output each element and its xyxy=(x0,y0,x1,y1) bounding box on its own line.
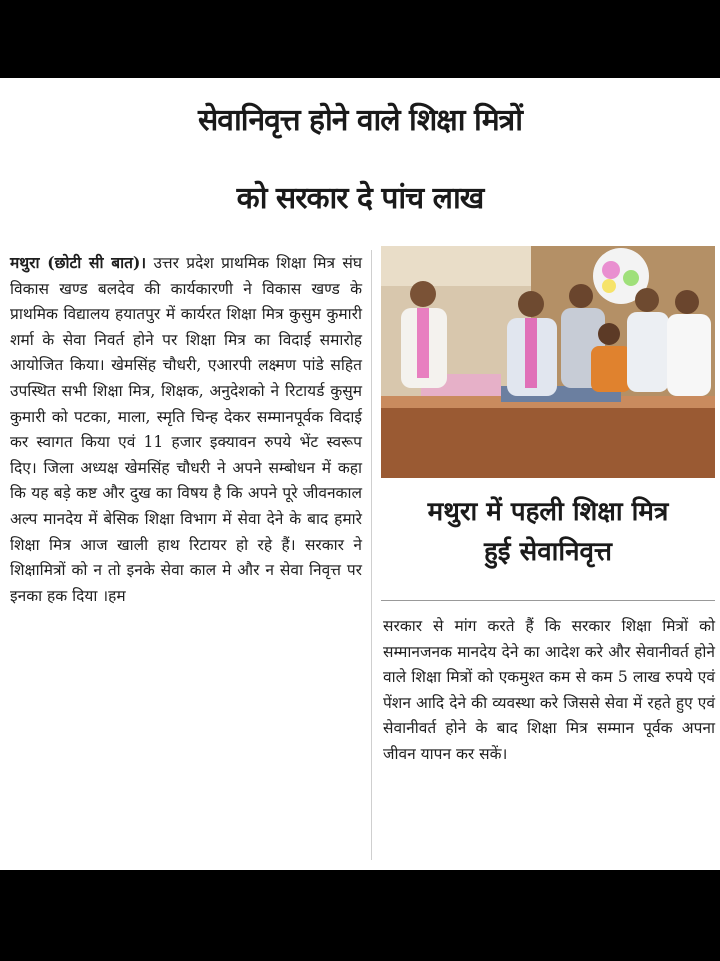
headline-line-2: को सरकार दे पांच लाख xyxy=(236,181,484,216)
newspaper-clipping xyxy=(0,78,720,870)
ceremony-photo-illustration xyxy=(381,246,715,478)
subheadline-line-2: हुई सेवानिवृत्त xyxy=(484,537,612,567)
headline-line-1: सेवानिवृत्त होने वाले शिक्षा मित्रों xyxy=(198,103,522,138)
article-left-column xyxy=(10,250,362,609)
subheadline-rule xyxy=(381,600,715,601)
subheadline-line-1: मथुरा में पहली शिक्षा मित्र xyxy=(427,497,669,527)
subheadline xyxy=(381,492,715,572)
ceremony-photo xyxy=(381,246,715,478)
column-divider xyxy=(371,250,372,860)
left-body-text: उत्तर प्रदेश प्राथमिक शिक्षा मित्र संघ विकास खण्ड बलदेव की कार्यकारणी ने विकास खण्ड के प्राथमिक विद्यालय हयातपुर में कार्यरत शिक्षा मित्र कुसुम कुमारी शर्मा के सेवा निवर्त होने पर शिक्षा मित्र का विदाई समारोह आयोजित किया। खेमसिंह चौधरी, एआरपी लक्ष्मण पांडे सहित उपस्थित सभी शिक्षा मित्र, शिक्षक, अनुदेशको ने रिटायर्ड कुसुम कुमारी को पटका, माला, स्मृति चिन्ह देकर सम्मानपूर्वक विदाई कर स्वागत किया एवं 11 हजार इक्यावन रुपये भेंट स्वरूप दिए। जिला अध्यक्ष खेमसिंह चौधरी ने अपने सम्बोधन में कहा कि यह बड़े कष्ट और दुख का विषय है कि अपने पूरे जीवनकाल अल्प मानदेय में बेसिक शिक्षा विभाग में सेवा देने के बाद हमारे शिक्षा मित्र आज खाली हाथ रिटायर हो रहे हैं। सरकार ने शिक्षामित्रों को न तो इनके सेवा काल मे और न सेवा निवृत्त पर इनका हक दिया ।हम xyxy=(10,254,362,605)
headline xyxy=(0,82,720,238)
right-body-text: सरकार से मांग करते हैं कि सरकार शिक्षा मित्रों को सम्मानजनक मानदेय देने का आदेश करे और सेवानीवर्त होने वाले शिक्षा मित्रों को एकमुश्त कम से कम 5 लाख रुपये एवं पेंशन आदि देने की व्यवस्था करे जिससे सेवा में रहते हुए एवं सेवानीवर्त होने के बाद शिक्षा मित्र सम्मान पूर्वक अपना जीवन यापन कर सकें। xyxy=(383,617,715,763)
dateline: मथुरा (छोटी सी बात)। xyxy=(10,253,147,272)
article-right-column xyxy=(383,614,715,768)
